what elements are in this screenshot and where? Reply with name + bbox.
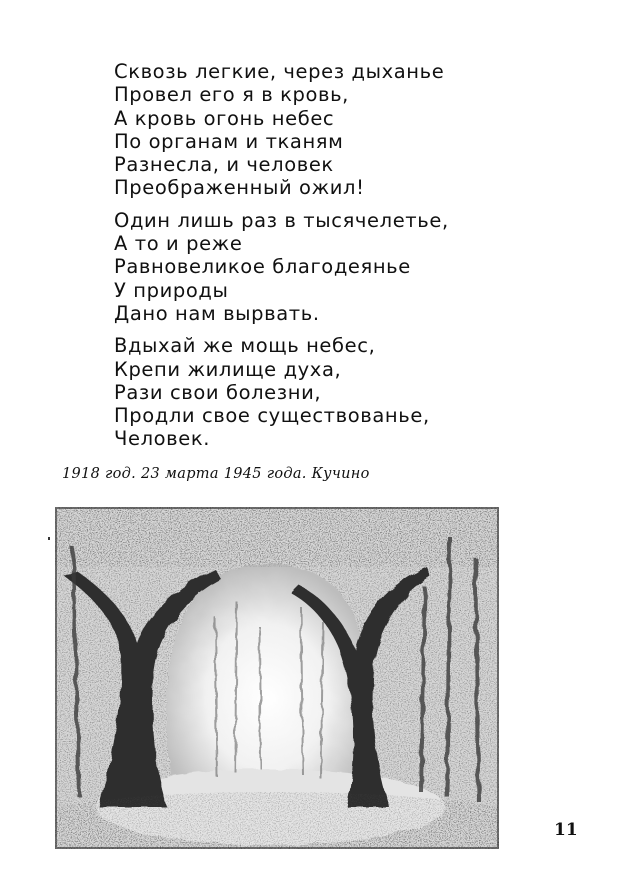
poem-line: Крепи жилище духа, [114, 357, 342, 381]
poem-line: Один лишь раз в тысячелетье, [114, 208, 449, 232]
poem-line: Дано нам вырвать. [114, 301, 320, 325]
poem-line: По органам и тканям [114, 129, 344, 153]
poem-line: Вдыхай же мощь небес, [114, 334, 376, 358]
poem-line: Разнесла, и человек [114, 153, 334, 177]
poem-line: Преображенный ожил! [114, 176, 365, 200]
poem-line: У природы [114, 278, 229, 302]
poem-line: Провел его я в кровь, [114, 83, 349, 107]
stanza-1 [114, 60, 574, 200]
poem-line: А кровь огонь небес [114, 106, 335, 130]
print-speck [48, 537, 50, 540]
stanza-3 [114, 334, 574, 450]
stanza-2 [114, 209, 574, 325]
poem-dateline: 1918 год. 23 марта 1945 года. Кучино [62, 466, 370, 482]
poem-line: Человек. [114, 427, 211, 451]
poem [114, 60, 574, 451]
forest-illustration [55, 507, 499, 849]
poem-line: Продли свое существованье, [114, 404, 430, 428]
poem-line: А то и реже [114, 232, 243, 256]
poem-line: Рази свои болезни, [114, 380, 322, 404]
poem-line: Равновеликое благодеянье [114, 255, 411, 279]
poem-line: Сквозь легкие, через дыханье [114, 60, 445, 83]
page-number: 11 [554, 820, 578, 840]
